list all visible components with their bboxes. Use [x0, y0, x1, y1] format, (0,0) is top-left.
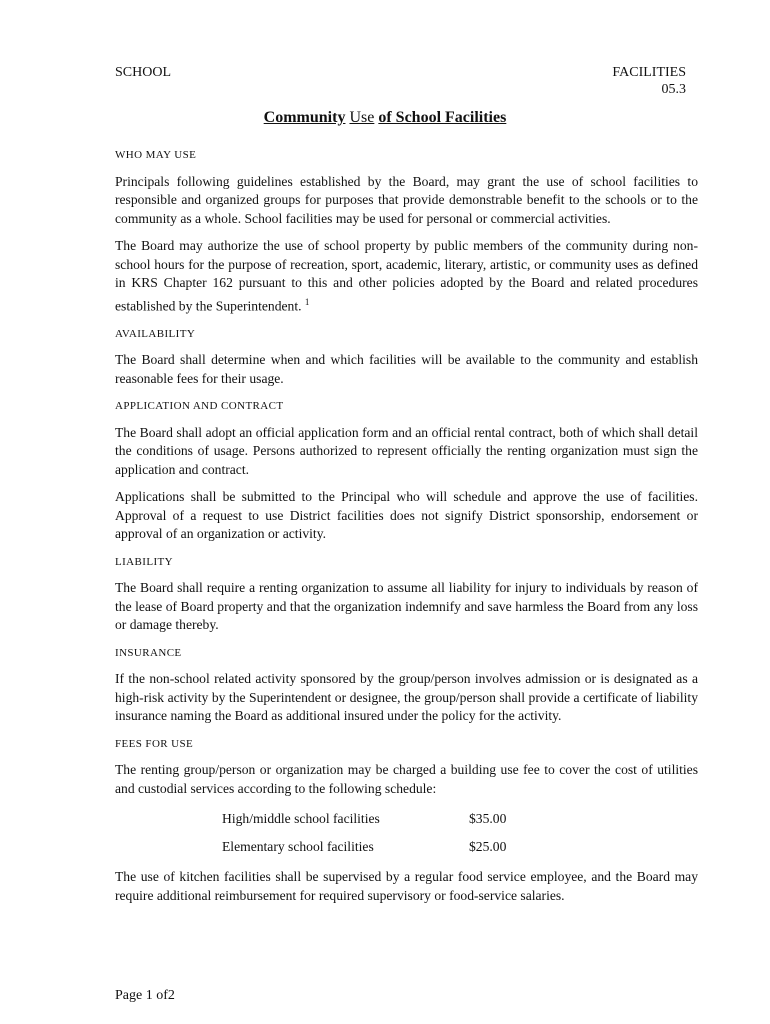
paragraph-text: The Board may authorize the use of school property by public members of the community during non-school hours for the purpose of recreation, sport, academic, literary, artistic, or community uses as defined in KRS Chapter 162 pursuant to this and other policies adopted by the Board and related procedures established by the Superintendent.	[115, 238, 698, 314]
fee-label: Elementary school facilities	[222, 838, 374, 854]
title-part-1: Community	[263, 109, 346, 126]
section-heading-application: APPLICATION AND CONTRACT	[115, 400, 284, 413]
fee-amount: $25.00	[469, 838, 507, 854]
paragraph: The Board shall adopt an official application form and an official rental contract, both of which shall detail the conditions of usage. Persons authorized to represent officially the renting organization must sign the application and contract.	[115, 424, 698, 477]
section-heading-who-may-use: WHO MAY USE	[115, 149, 197, 161]
footnote-marker: 1	[304, 296, 310, 307]
paragraph: Principals following guidelines established by the Board, may grant the use of school facilities to responsible and organized groups for purposes that provide demonstrable benefit to the schools or to the community as a whole. School facilities may be used for personal or commercial activities.	[115, 173, 698, 226]
table-row	[222, 807, 506, 835]
section-heading-availability: AVAILABILITY	[115, 327, 196, 340]
paragraph: The renting group/person or organization may be charged a building use fee to cover the cost of utilities and custodial services according to the following schedule:	[115, 762, 698, 796]
section-heading-liability: LIABILITY	[115, 555, 173, 568]
page-number: Page 1 of2	[115, 988, 175, 1003]
fee-label: High/middle school facilities	[222, 811, 380, 827]
header-category: SCHOOL	[115, 65, 172, 80]
paragraph: If the non-school related activity sponsored by the group/person involves admission or is designated as a high-risk activity by the Superintendent or designee, the group/person shall provide a certificate of liability insurance naming the Board as additional insured under the policy for the activity.	[115, 671, 698, 724]
paragraph: The Board shall require a renting organization to assume all liability for injury to individuals by reason of the lease of Board property and that the organization indemnify and save harmless the Board from any loss or damage thereby.	[115, 580, 698, 633]
title-part-2: Use	[349, 109, 375, 126]
fee-schedule-table	[222, 807, 506, 862]
title-part-3: of School Facilities	[378, 109, 507, 126]
table-row	[222, 835, 506, 863]
document-title	[0, 109, 770, 127]
header-policy-code	[612, 64, 686, 98]
paragraph: Applications shall be submitted to the Principal who will schedule and approve the use of facilities. Approval of a request to use District facilities does not signify District sponsorship, endorsement or approval of an organization or activity.	[115, 489, 698, 542]
header-section: FACILITIES	[612, 65, 686, 80]
paragraph: The Board shall determine when and which facilities will be available to the community and establish reasonable fees for their usage.	[115, 352, 698, 386]
fee-amount: $35.00	[469, 811, 507, 827]
section-heading-fees: FEES FOR USE	[115, 737, 194, 750]
paragraph	[115, 237, 698, 316]
document-body	[115, 146, 698, 914]
header-number: 05.3	[661, 82, 686, 97]
paragraph: The use of kitchen facilities shall be supervised by a regular food service employee, and the Board may require additional reimbursement for required supervisory or food-service salaries.	[115, 869, 698, 903]
section-heading-insurance: INSURANCE	[115, 646, 182, 659]
